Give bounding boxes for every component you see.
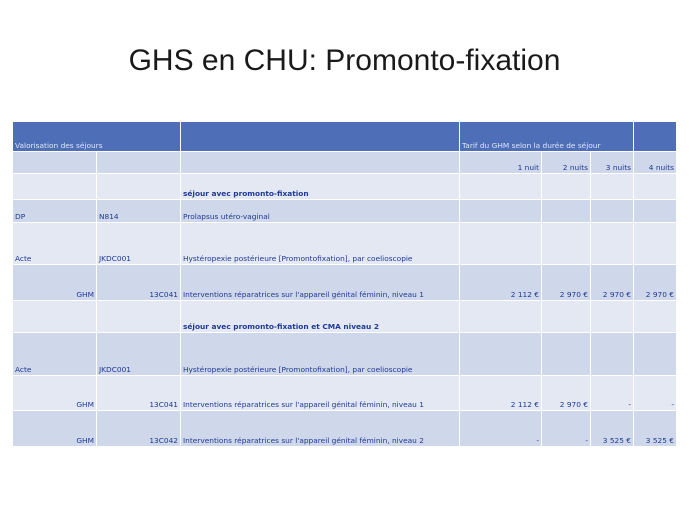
header-valorisation: Valorisation des séjours xyxy=(13,122,181,152)
price-1: 2 112 € xyxy=(460,376,542,411)
row-code: JKDC001 xyxy=(97,223,181,265)
row-text: Interventions réparatrices sur l'appareil génital féminin, niveau 2 xyxy=(181,411,460,447)
price-4: - xyxy=(634,376,677,411)
table-row xyxy=(13,376,677,411)
price-1: 2 112 € xyxy=(460,265,542,301)
ghs-tariff-table xyxy=(12,121,677,447)
row-label: GHM xyxy=(13,376,97,411)
row-text: Hystéropexie postérieure [Promontofixation], par coelioscopie xyxy=(181,333,460,376)
price-2: - xyxy=(542,411,591,447)
table-row xyxy=(13,223,677,265)
price-3: 3 525 € xyxy=(591,411,634,447)
price-4: 3 525 € xyxy=(634,411,677,447)
slide-title: GHS en CHU: Promonto-fixation xyxy=(128,44,561,77)
price-4: 2 970 € xyxy=(634,265,677,301)
nights-row xyxy=(13,152,677,174)
section-title: séjour avec promonto-fixation xyxy=(181,174,460,200)
table-row xyxy=(13,265,677,301)
night-2: 2 nuits xyxy=(542,152,591,174)
row-label: Acte xyxy=(13,333,97,376)
price-3: 2 970 € xyxy=(591,265,634,301)
night-3: 3 nuits xyxy=(591,152,634,174)
price-2: 2 970 € xyxy=(542,265,591,301)
night-1: 1 nuit xyxy=(460,152,542,174)
price-2: 2 970 € xyxy=(542,376,591,411)
price-1: - xyxy=(460,411,542,447)
row-label: GHM xyxy=(13,411,97,447)
row-label: GHM xyxy=(13,265,97,301)
row-text: Hystéropexie postérieure [Promontofixation], par coelioscopie xyxy=(181,223,460,265)
table-row xyxy=(13,200,677,223)
row-label: DP xyxy=(13,200,97,223)
table-row xyxy=(13,333,677,376)
row-text: Interventions réparatrices sur l'appareil génital féminin, niveau 1 xyxy=(181,376,460,411)
row-code: 13C041 xyxy=(97,376,181,411)
table-header-row xyxy=(13,122,677,152)
row-text: Interventions réparatrices sur l'appareil génital féminin, niveau 1 xyxy=(181,265,460,301)
row-code: 13C042 xyxy=(97,411,181,447)
table-row xyxy=(13,411,677,447)
row-text: Prolapsus utéro-vaginal xyxy=(181,200,460,223)
section-title: séjour avec promonto-fixation et CMA niveau 2 xyxy=(181,301,460,333)
row-label: Acte xyxy=(13,223,97,265)
night-4: 4 nuits xyxy=(634,152,677,174)
row-code: JKDC001 xyxy=(97,333,181,376)
section-row xyxy=(13,301,677,333)
price-3: - xyxy=(591,376,634,411)
header-tarif: Tarif du GHM selon la durée de séjour xyxy=(460,122,634,152)
row-code: 13C041 xyxy=(97,265,181,301)
row-code: N814 xyxy=(97,200,181,223)
section-row xyxy=(13,174,677,200)
